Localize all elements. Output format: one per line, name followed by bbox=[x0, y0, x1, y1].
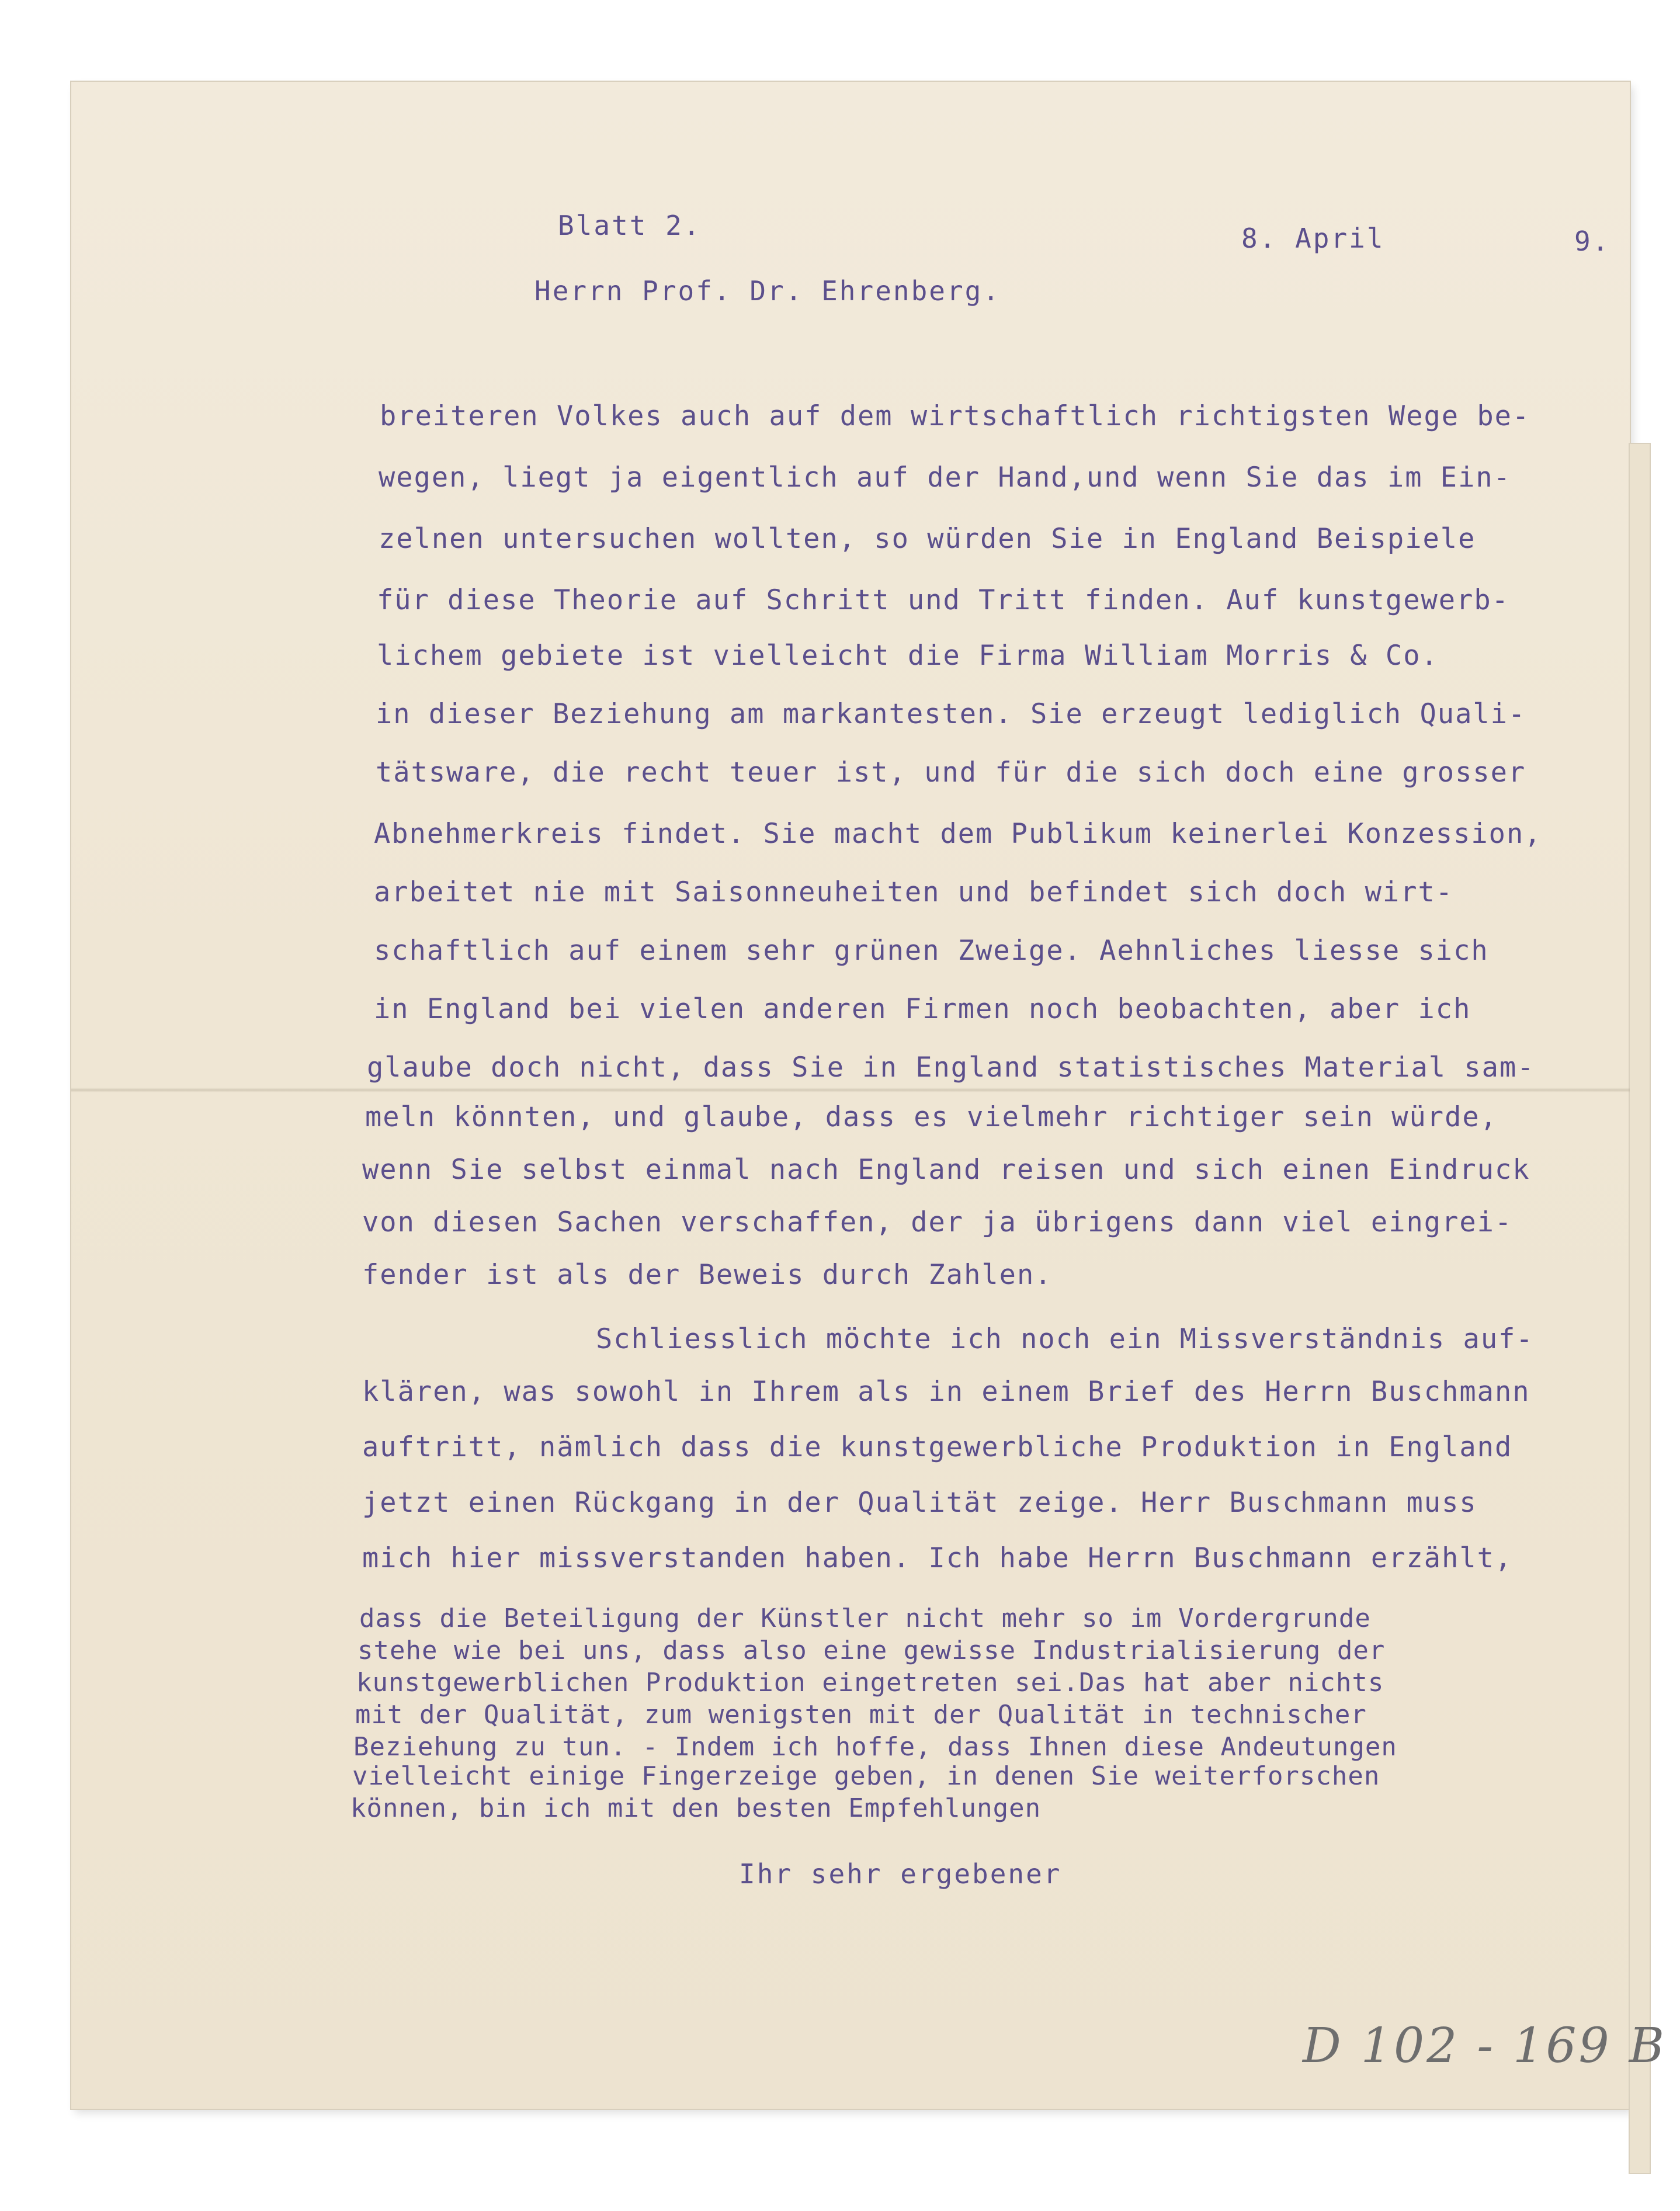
body-line: lichem gebiete ist vielleicht die Firma William Morris & Co. bbox=[377, 640, 1439, 672]
body-line: kunstgewerblichen Produktion eingetreten sei.Das hat aber nichts bbox=[356, 1668, 1384, 1698]
body-line: meln könnten, und glaube, dass es vielmehr richtiger sein würde, bbox=[365, 1101, 1498, 1133]
body-line: breiteren Volkes auch auf dem wirtschaftlich richtigsten Wege be- bbox=[380, 400, 1530, 432]
paper-fold-line bbox=[71, 1088, 1630, 1092]
body-line: vielleicht einige Fingerzeige geben, in denen Sie weiterforschen bbox=[352, 1761, 1380, 1791]
body-line: schaftlich auf einem sehr grünen Zweige. Aehnliches liesse sich bbox=[374, 935, 1489, 967]
body-line: können, bin ich mit den besten Empfehlungen bbox=[350, 1793, 1042, 1823]
body-line: klären, was sowohl in Ihrem als in einem Brief des Herrn Buschmann bbox=[362, 1376, 1530, 1408]
body-line: dass die Beteiligung der Künstler nicht mehr so im Vordergrunde bbox=[359, 1603, 1371, 1633]
year-fragment: 9. bbox=[1574, 225, 1610, 257]
body-line: auftritt, nämlich dass die kunstgewerbliche Produktion in England bbox=[362, 1431, 1513, 1463]
body-line: wegen, liegt ja eigentlich auf der Hand,und wenn Sie das im Ein- bbox=[379, 461, 1511, 494]
body-line: in dieser Beziehung am markantesten. Sie erzeugt lediglich Quali- bbox=[376, 698, 1526, 730]
body-line: tätsware, die recht teuer ist, und für die sich doch eine grosser bbox=[376, 756, 1526, 789]
archive-number: D 102 - 169 B bbox=[1303, 2018, 1667, 2074]
closing-salutation: Ihr sehr ergebener bbox=[739, 1858, 1062, 1890]
body-line: arbeitet nie mit Saisonneuheiten und befindet sich doch wirt- bbox=[374, 876, 1454, 908]
body-line: Beziehung zu tun. - Indem ich hoffe, dass Ihnen diese Andeutungen bbox=[353, 1732, 1397, 1762]
body-line: wenn Sie selbst einmal nach England reisen und sich einen Eindruck bbox=[362, 1154, 1530, 1186]
recipient-line: Herrn Prof. Dr. Ehrenberg. bbox=[534, 275, 1001, 307]
body-line: Schliesslich möchte ich noch ein Missverständnis auf- bbox=[596, 1323, 1534, 1355]
body-line: jetzt einen Rückgang in der Qualität zeige. Herr Buschmann muss bbox=[362, 1487, 1477, 1519]
body-line: stehe wie bei uns, dass also eine gewisse Industrialisierung der bbox=[357, 1636, 1386, 1665]
sheet-number: Blatt 2. bbox=[558, 210, 702, 241]
body-line: zelnen untersuchen wollten, so würden Sie in England Beispiele bbox=[379, 523, 1476, 555]
body-line: mit der Qualität, zum wenigsten mit der Qualität in technischer bbox=[355, 1700, 1367, 1730]
body-line: fender ist als der Beweis durch Zahlen. bbox=[362, 1259, 1053, 1291]
body-line: für diese Theorie auf Schritt und Tritt finden. Auf kunstgewerb- bbox=[377, 584, 1509, 616]
body-line: Abnehmerkreis findet. Sie macht dem Publikum keinerlei Konzession, bbox=[374, 818, 1542, 850]
underlying-sheet-edge bbox=[1630, 444, 1650, 2173]
letter-date: 8. April bbox=[1241, 223, 1385, 254]
body-line: glaube doch nicht, dass Sie in England statistisches Material sam- bbox=[367, 1051, 1535, 1084]
body-line: in England bei vielen anderen Firmen noch beobachten, aber ich bbox=[374, 993, 1471, 1025]
body-line: mich hier missverstanden haben. Ich habe Herrn Buschmann erzählt, bbox=[362, 1542, 1513, 1574]
body-line: von diesen Sachen verschaffen, der ja übrigens dann viel eingrei- bbox=[362, 1206, 1513, 1238]
